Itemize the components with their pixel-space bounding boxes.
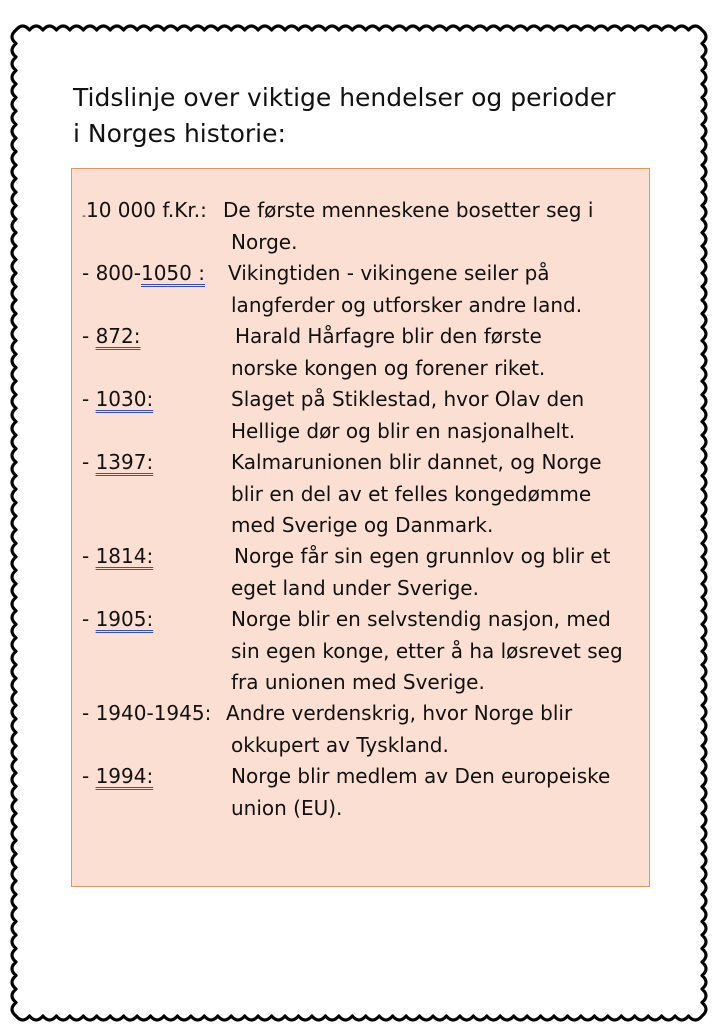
entry-date: - 1814: (82, 541, 171, 573)
entry-date-link[interactable]: 1814: (95, 544, 154, 568)
entry-date: - 1994: (82, 761, 176, 793)
entry-date-link[interactable]: 1905: (95, 607, 154, 631)
entry-description: Harald Hårfagre blir den første norske kongen og forener riket. (231, 324, 546, 380)
entry-description: Norge blir medlem av Den europeiske union (EU). (231, 764, 611, 820)
entry-date: - 1397: (82, 447, 176, 479)
entry-description: De første menneskene bosetter seg i Norge. (223, 198, 594, 254)
entry-date: - 1030: (82, 384, 176, 416)
entry-date: - 1940-1945: (82, 701, 212, 725)
timeline-box (71, 168, 650, 887)
entry-date: - 1905: (82, 604, 176, 636)
entry-description: Slaget på Stiklestad, hvor Olav den Hellige dør og blir en nasjonalhelt. (231, 387, 585, 443)
entry-date-link[interactable]: 1050 : (140, 261, 205, 285)
entry-description: Kalmarunionen blir dannet, og Norge blir en del av et felles kongedømme med Sverige og Danmark. (231, 450, 602, 537)
entry-date: - 800-1050 : (82, 261, 205, 285)
entry-description: Vikingtiden - vikingene seiler på langferder og utforsker andre land. (228, 261, 583, 317)
entry-date: - 872: (82, 321, 164, 353)
entry-description: Norge blir en selvstendig nasjon, med sin egen konge, etter å ha løsrevet seg fra unionen med Sverige. (231, 607, 623, 694)
entry-date-link[interactable]: 1030: (95, 387, 154, 411)
entry-description: Norge får sin egen grunnlov og blir et eget land under Sverige. (231, 544, 611, 600)
entry-date: -10 000 f.Kr.: (82, 198, 207, 222)
page-title: Tidslinje over viktige hendelser og perioder i Norges historie: (73, 83, 616, 148)
entry-date-link[interactable]: 872: (95, 324, 141, 348)
entry-date-link[interactable]: 1994: (95, 764, 154, 788)
entry-date-link[interactable]: 1397: (95, 450, 154, 474)
entry-description: Andre verdenskrig, hvor Norge blir okkupert av Tyskland. (226, 701, 573, 757)
